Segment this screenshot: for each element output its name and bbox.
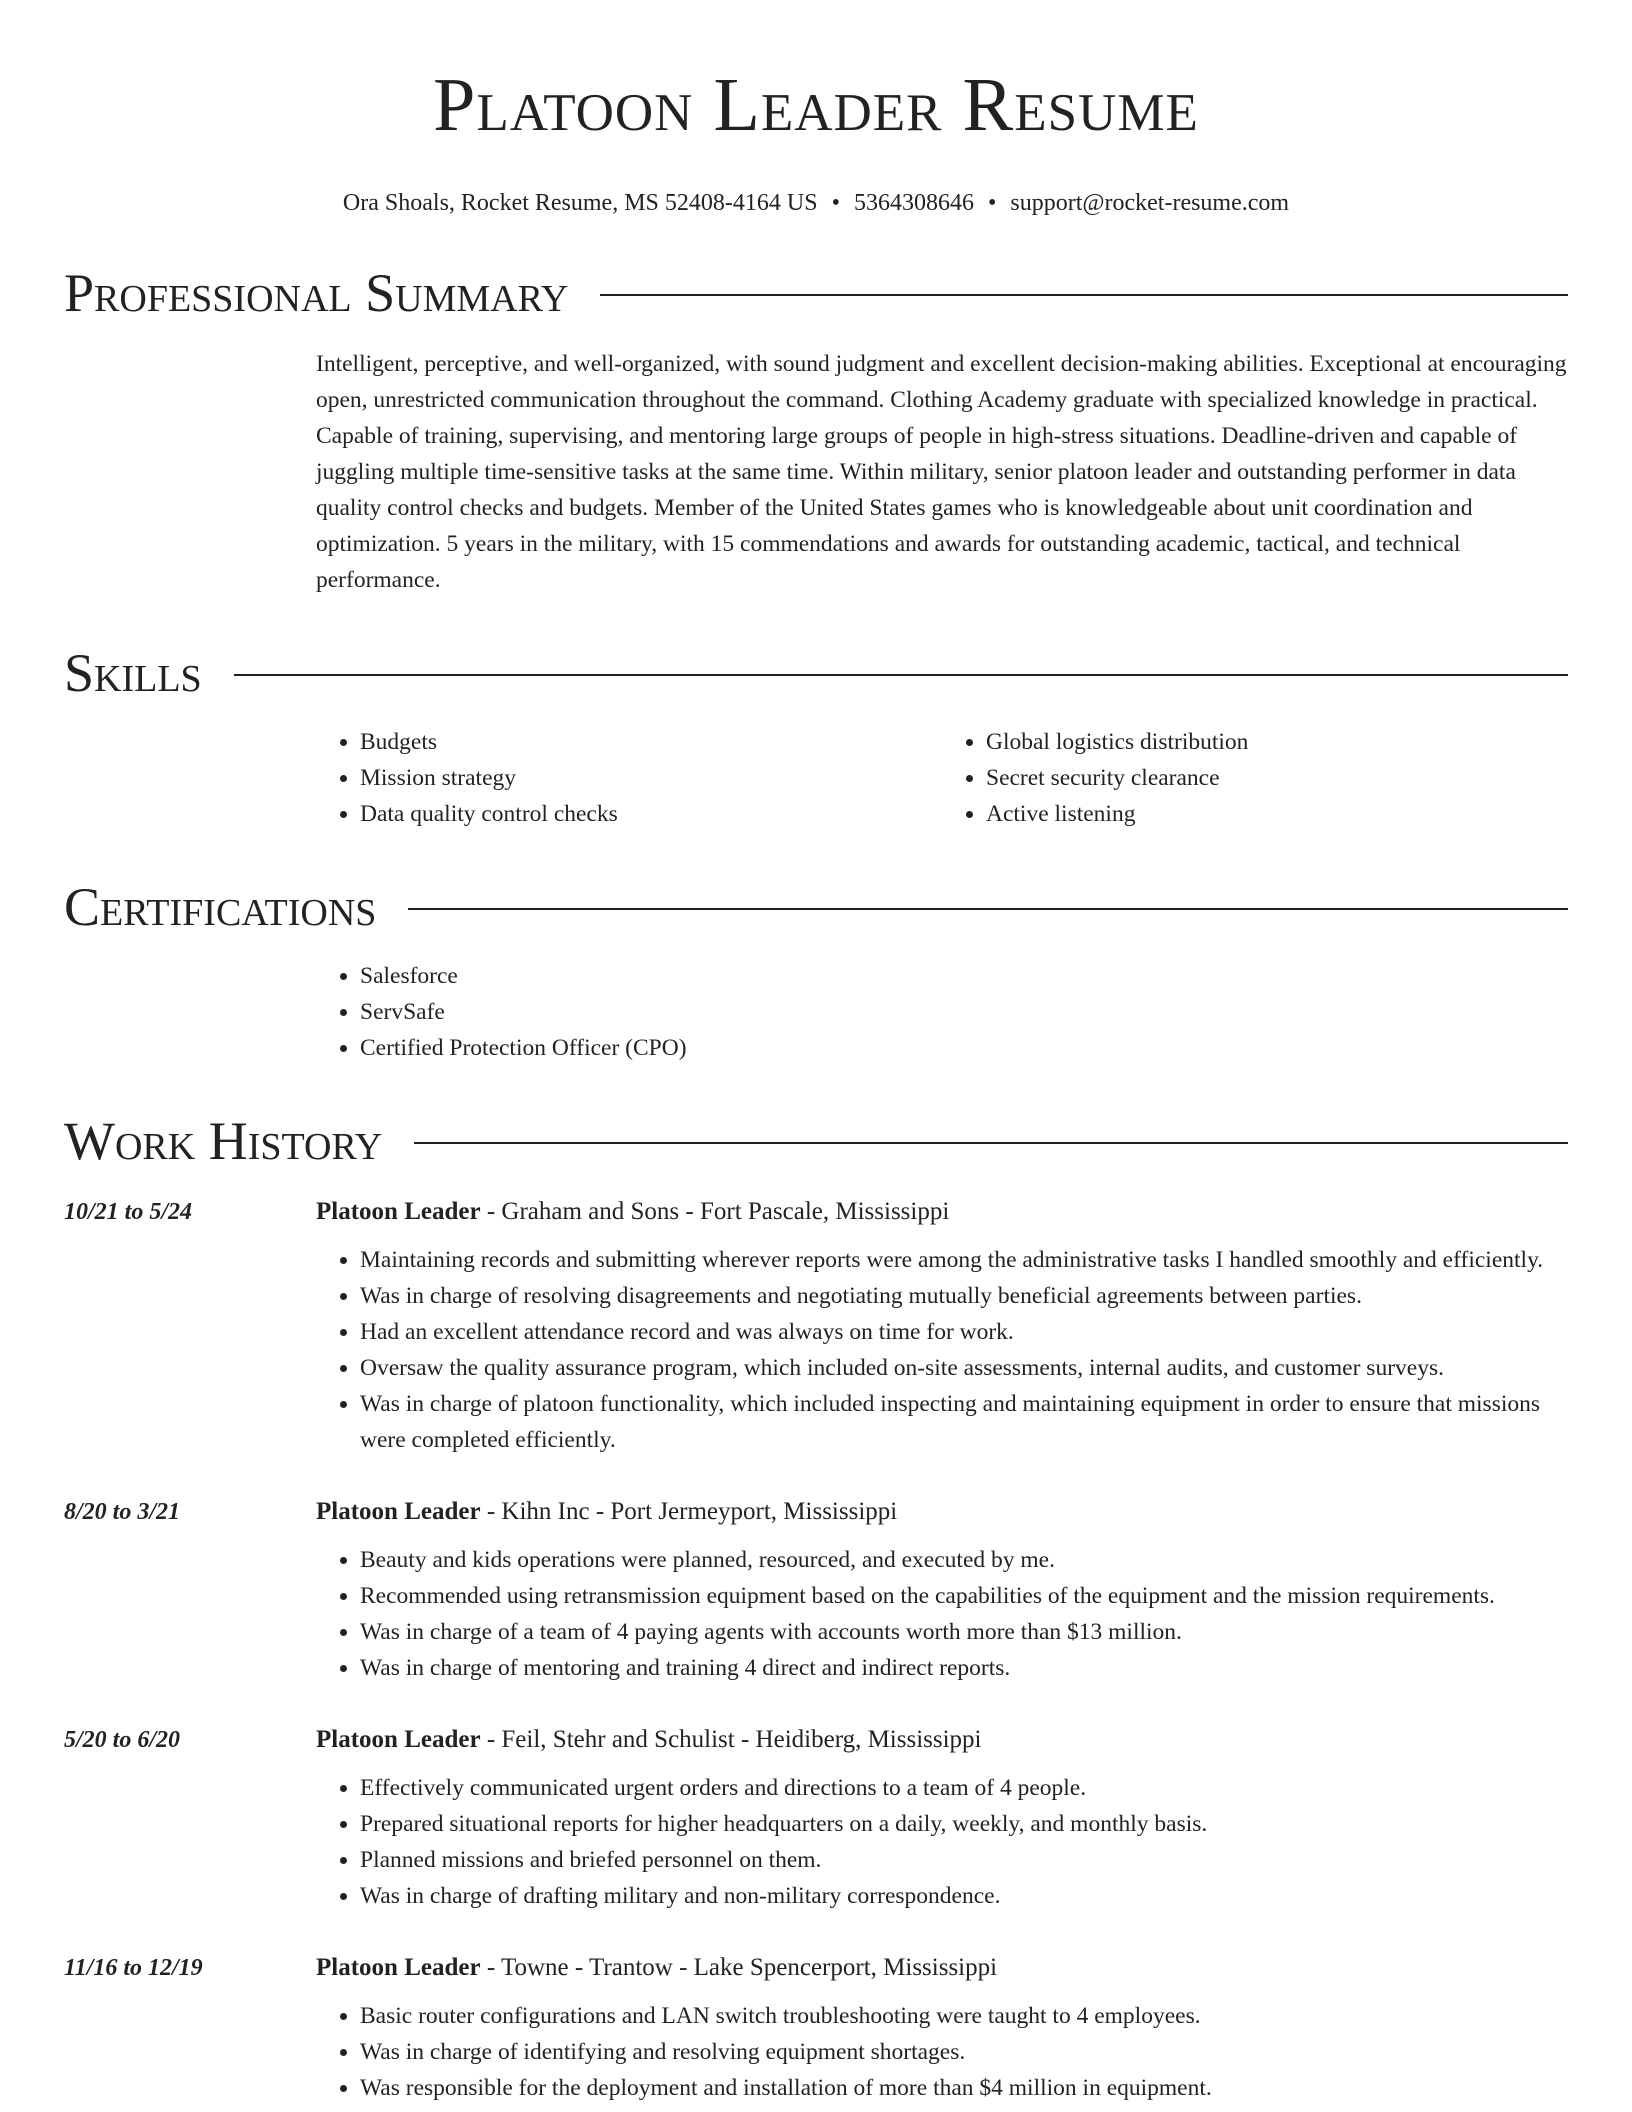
skill-item: • Data quality control checks xyxy=(360,796,942,832)
job-dates: 10/21 to 5/24 xyxy=(64,1199,193,1225)
job-title-line xyxy=(316,1724,1568,1756)
job-title: Platoon Leader xyxy=(316,1954,481,1981)
certifications-list xyxy=(316,958,1568,1066)
job-body xyxy=(316,1196,1568,1458)
section-divider xyxy=(408,908,1568,910)
job-entry xyxy=(64,1496,1568,1686)
job-title-line xyxy=(316,1952,1568,1984)
skills-column-left xyxy=(316,724,942,832)
job-duty: • Basic router configurations and LAN switch troubleshooting were taught to 4 employees. xyxy=(360,1998,1568,2034)
job-entry xyxy=(64,1196,1568,1458)
job-employer-location: - Towne - Trantow - Lake Spencerport, Mississippi xyxy=(480,1954,998,1981)
certification-item: • ServSafe xyxy=(360,994,1568,1030)
skill-item: • Global logistics distribution xyxy=(986,724,1568,760)
contact-email[interactable]: support@rocket-resume.com xyxy=(1010,190,1290,216)
work-history-section-header xyxy=(64,1110,1568,1172)
certification-item: • Salesforce xyxy=(360,958,1568,994)
job-dates: 8/20 to 3/21 xyxy=(64,1499,181,1525)
summary-heading: Professional Summary xyxy=(64,263,569,323)
job-body xyxy=(316,1496,1568,1686)
job-employer-location: - Kihn Inc - Port Jermeyport, Mississippi xyxy=(480,1498,898,1525)
certification-item: • Certified Protection Officer (CPO) xyxy=(360,1030,1568,1066)
certifications-section-header xyxy=(64,876,1568,938)
job-duty: • Oversaw the quality assurance program, which included on-site assessments, internal audits, and customer surveys. xyxy=(360,1350,1568,1386)
skill-item: • Active listening xyxy=(986,796,1568,832)
section-divider xyxy=(414,1142,1568,1144)
job-duty: • Was in charge of platoon functionality, which included inspecting and maintaining equipment in order to ensure that missions were completed efficiently. xyxy=(360,1386,1568,1458)
job-duty: • Was in charge of drafting military and non-military correspondence. xyxy=(360,1878,1568,1914)
contact-address: Ora Shoals, Rocket Resume, MS 52408-4164 US xyxy=(342,190,818,216)
job-title: Platoon Leader xyxy=(316,1198,481,1225)
job-duty: • Was in charge of mentoring and training 4 direct and indirect reports. xyxy=(360,1650,1568,1686)
job-duty: • Planned missions and briefed personnel on them. xyxy=(360,1842,1568,1878)
contact-phone: 5364308646 xyxy=(853,190,974,216)
job-title-line xyxy=(316,1196,1568,1228)
job-dates: 5/20 to 6/20 xyxy=(64,1727,181,1753)
job-entry xyxy=(64,1724,1568,1914)
job-entry xyxy=(64,1952,1568,2106)
certifications-heading: Certifications xyxy=(64,877,377,937)
contact-separator: • xyxy=(987,190,997,216)
skill-item: • Budgets xyxy=(360,724,942,760)
skill-item: • Mission strategy xyxy=(360,760,942,796)
skills-list xyxy=(316,724,1568,832)
skills-heading: Skills xyxy=(64,643,202,703)
job-duties xyxy=(316,1242,1568,1458)
job-duty: • Prepared situational reports for higher headquarters on a daily, weekly, and monthly basis. xyxy=(360,1806,1568,1842)
skills-section-header xyxy=(64,642,1568,704)
job-employer-location: - Feil, Stehr and Schulist - Heidiberg, Mississippi xyxy=(480,1726,982,1753)
job-duties xyxy=(316,1542,1568,1686)
skill-item: • Secret security clearance xyxy=(986,760,1568,796)
job-duties xyxy=(316,1998,1568,2106)
job-duty: • Was in charge of identifying and resolving equipment shortages. xyxy=(360,2034,1568,2070)
job-body xyxy=(316,1724,1568,1914)
job-duty: • Was responsible for the deployment and installation of more than $4 million in equipment. xyxy=(360,2070,1568,2106)
section-divider xyxy=(600,294,1568,296)
work-history-heading: Work History xyxy=(64,1111,383,1171)
job-title-line xyxy=(316,1496,1568,1528)
section-divider xyxy=(234,674,1568,676)
job-duty: • Effectively communicated urgent orders and directions to a team of 4 people. xyxy=(360,1770,1568,1806)
contact-separator: • xyxy=(831,190,840,216)
resume-title: Platoon Leader Resume xyxy=(433,63,1199,147)
summary-section-header xyxy=(64,262,1568,324)
skills-column-right xyxy=(942,724,1568,832)
job-duty: • Beauty and kids operations were planned, resourced, and executed by me. xyxy=(360,1542,1568,1578)
work-history-list xyxy=(64,1196,1568,2106)
job-duties xyxy=(316,1770,1568,1914)
job-employer-location: - Graham and Sons - Fort Pascale, Mississippi xyxy=(480,1198,950,1225)
summary-text: Intelligent, perceptive, and well-organized, with sound judgment and excellent decision-making abilities. Exceptional at encouraging open, unrestricted communication throughout the command. Clothing Academy graduate with specialized knowledge in practical. Capable of training, supervising, and mentoring large groups of people in high-stress situations. Deadline-driven and capable of juggling multiple time-sensitive tasks at the same time. Within military, senior platoon leader and outstanding performer in data quality control checks and budgets. Member of the United States games who is knowledgeable about unit coordination and optimization. 5 years in the military, with 15 commendations and awards for outstanding academic, tactical, and technical performance. xyxy=(316,351,1567,593)
job-duty: • Had an excellent attendance record and was always on time for work. xyxy=(360,1314,1568,1350)
job-title: Platoon Leader xyxy=(316,1726,481,1753)
job-duty: • Was in charge of resolving disagreements and negotiating mutually beneficial agreements between parties. xyxy=(360,1278,1568,1314)
job-title: Platoon Leader xyxy=(316,1498,481,1525)
certifications-items xyxy=(316,958,1568,1066)
contact-line xyxy=(64,188,1568,218)
job-dates: 11/16 to 12/19 xyxy=(64,1955,203,1981)
job-duty: • Recommended using retransmission equipment based on the capabilities of the equipment and the mission requirements. xyxy=(360,1578,1568,1614)
job-body xyxy=(316,1952,1568,2106)
job-duty: • Was in charge of a team of 4 paying agents with accounts worth more than $13 million. xyxy=(360,1614,1568,1650)
job-duty: • Maintaining records and submitting wherever reports were among the administrative tasks I handled smoothly and efficiently. xyxy=(360,1242,1568,1278)
